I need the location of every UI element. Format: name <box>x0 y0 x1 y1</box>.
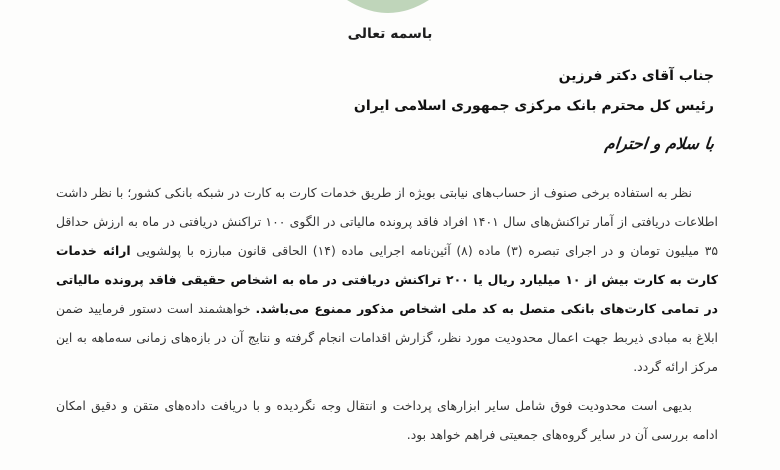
paragraph-1-bold-directive: ارائه خدمات کارت به کارت بیش از ۱۰ میلیارد ریال یا ۲۰۰ تراکنش دریافتی در ماه به اشخاص حقیقی فاقد پرونده مالیاتی در تمامی کارت‌های بانکی متصل به کد ملی اشخاص مذکور ممنوع می‌باشد. <box>56 243 718 316</box>
letter-body <box>56 178 718 449</box>
paragraph-1 <box>56 178 718 381</box>
salutation: با سلام و احترام <box>604 134 715 153</box>
paragraph-1-text-a: نظر به استفاده برخی صنوف از حساب‌های نیابتی بویژه از طریق خدمات کارت به کارت در شبکه بانکی کشور؛ با نظر داشت اطلاعات دریافتی از آمار تراکنش‌های سال ۱۴۰۱ افراد فاقد پرونده مالیاتی در الگوی ۱۰۰ تراکنش دریافتی در ماه به ارزش حداقل ۳۵ میلیون تومان و در اجرای تبصره (۳) ماده (۸) آئین‌نامه اجرایی ماده (۱۴) الحاقی قانون مبارزه با پولشویی <box>56 185 719 258</box>
paragraph-1-text-b: خواهشمند است دستور فرمایید ضمن ابلاغ به مبادی ذیربط جهت اعمال محدودیت مورد نظر، گزارش اقدامات انجام گرفته و نتایج آن در بازه‌های زمانی سه‌ماهه به این مرکز ارائه گردد. <box>56 301 718 374</box>
letter-heading: باسمه تعالی <box>347 26 433 42</box>
emblem-icon <box>332 0 444 20</box>
addressee-name: جناب آقای دکتر فرزین <box>558 68 714 84</box>
addressee-title: رئیس کل محترم بانک مرکزی جمهوری اسلامی ایران <box>353 98 714 114</box>
paragraph-2: بدیهی است محدودیت فوق شامل سایر ابزارهای پرداخت و انتقال وجه نگردیده و با دریافت داده‌های متقن و دقیق امکان ادامه بررسی آن در سایر گروه‌های جمعیتی فراهم خواهد بود. <box>56 398 718 442</box>
